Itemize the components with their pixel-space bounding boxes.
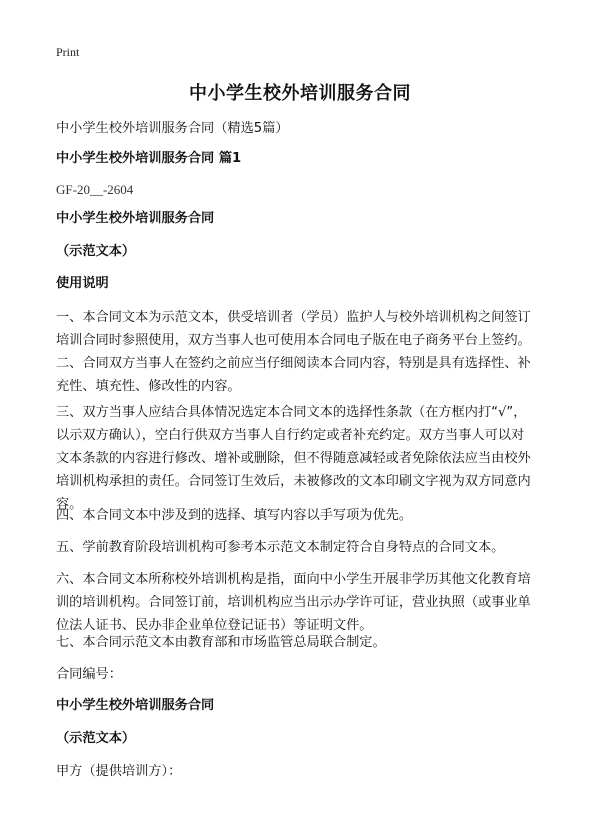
print-label[interactable]: Print: [56, 45, 80, 59]
page-title: 中小学生校外培训服务合同: [189, 83, 411, 104]
instructions-heading: 使用说明: [56, 276, 109, 291]
instruction-6-line-3: 位法人证书、民办非企业单位登记证书）等证明文件。: [56, 618, 373, 633]
instruction-1-line-2: 培训合同时参照使用，双方当事人也可使用本合同电子版在电子商务平台上签约。: [56, 333, 531, 348]
contract-number-label: 合同编号：: [56, 667, 122, 682]
contract-name-heading-2: 中小学生校外培训服务合同: [56, 698, 215, 713]
template-note: （示范文本）: [56, 244, 136, 259]
instruction-paragraph-7: [56, 631, 556, 654]
instruction-5-line-1: 五、学前教育阶段培训机构可参考本示范文本制定符合自身特点的合同文本。: [56, 540, 505, 555]
instruction-4-line-1: 四、本合同文本中涉及到的选择、填写内容以手写项为优先。: [56, 508, 413, 523]
instruction-paragraph-3: [56, 401, 556, 516]
instruction-2-line-1: 二、合同双方当事人在签约之前应当仔细阅读本合同内容，特别是具有选择性、补: [56, 356, 531, 371]
instruction-3-line-1: 三、双方当事人应结合具体情况选定本合同文本的选择性条款（在方框内打“√”，: [56, 405, 527, 420]
instruction-3-line-3: 文本条款的内容进行修改、增补或删除，但不得随意减轻或者免除依法应当由校外: [56, 451, 531, 466]
contract-name-heading: 中小学生校外培训服务合同: [56, 211, 215, 226]
party-a-label: 甲方（提供培训方）：: [56, 764, 182, 779]
document-subtitle: 中小学生校外培训服务合同（精选5篇）: [56, 121, 289, 136]
instruction-3-line-4: 培训机构承担的责任。合同签订生效后，未被修改的文本印刷文字视为双方同意内: [56, 474, 531, 489]
instruction-paragraph-2: [56, 352, 556, 398]
instruction-6-line-2: 训的培训机构。合同签订前，培训机构应当出示办学许可证，营业执照（或事业单: [56, 595, 531, 610]
contract-code: GF-20__-2604: [56, 182, 134, 197]
template-note-2: （示范文本）: [56, 731, 136, 746]
instruction-1-line-1: 一、本合同文本为示范文本，供受培训者（学员）监护人与校外培训机构之间签订: [56, 310, 531, 325]
instruction-6-line-1: 六、本合同文本所称校外培训机构是指，面向中小学生开展非学历其他文化教育培: [56, 572, 531, 587]
instruction-paragraph-1: [56, 306, 556, 352]
instruction-paragraph-6: [56, 568, 556, 637]
instruction-paragraph-4: [56, 504, 556, 527]
instruction-3-line-2: 以示双方确认），空白行供双方当事人自行约定或者补充约定。双方当事人可以对: [56, 428, 525, 443]
instruction-paragraph-5: [56, 536, 556, 559]
section-heading: 中小学生校外培训服务合同 篇1: [56, 151, 242, 166]
instruction-7-line-1: 七、本合同示范文本由教育部和市场监管总局联合制定。: [56, 635, 386, 650]
instruction-2-line-2: 充性、填充性、修改性的内容。: [56, 379, 241, 394]
instruction-3-line-5: 容。: [56, 497, 83, 512]
